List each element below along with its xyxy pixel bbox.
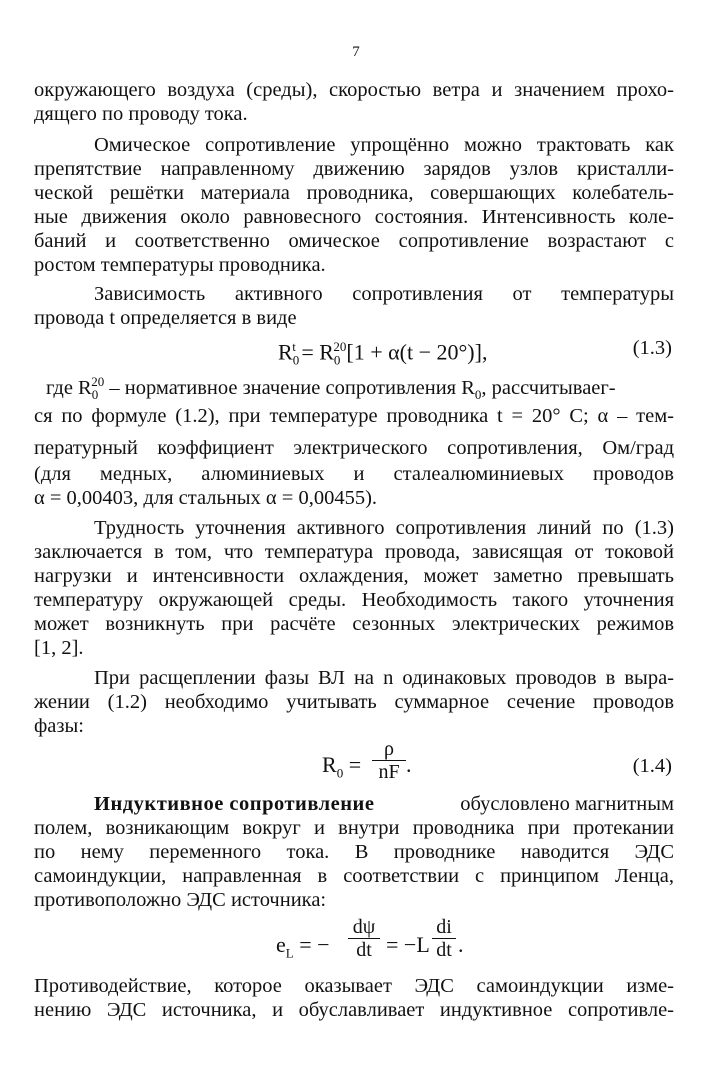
equation-dot: . [458,932,464,957]
equation-number: (1.4) [632,755,672,777]
text-line: α = 0,00403, для стальных α = 0,00455). [34,487,378,509]
text-line: по нему переменного тока. В проводнике наводится ЭДС [34,841,674,863]
text-line: нению ЭДС источника, и обуславливает индуктивное сопротивле- [34,999,674,1021]
equation-part: = −L [386,932,430,957]
text-line: Индуктивное сопротивление обусловлено магнитным [94,793,674,815]
text-line: препятствие направленному движению зарядов узлов кристалли- [34,158,674,180]
text-line: При расщеплении фазы ВЛ на n одинаковых проводов в выра- [94,667,674,689]
equation-1-4: $R_0$ = [322,752,362,781]
text-line: пературный коэффициент электрического сопротивления, Ом/град [34,437,674,459]
text-line: противоположно ЭДС источника: [34,889,327,911]
text-line: самоиндукции, направленная в соответствии с принципом Ленца, [34,865,674,887]
text-line: окружающего воздуха (среды), скоростью ветра и значением прохо- [34,79,674,101]
text-line: провода t определяется в виде [34,307,297,329]
text-line: заключается в том, что температура провода, зависящая от токовой [34,541,674,563]
fraction: $\frac{\rho}{nF}$ [372,738,406,783]
text-line: нагрузки и интенсивности охлаждения, может заметно превышать [34,565,674,587]
text-line: где $R_0^{20}$ – нормативное значение сопротивления $R_0$, рассчитываег- [46,374,616,402]
equation-1-3: $R_0^t = R_0^{20}[1 + \alpha(t - 20^\circ)]$, [278,339,488,368]
text-line: Зависимость активного сопротивления от температуры [94,283,674,305]
text-line: баний и соответственно омическое сопротивление возрастают с [34,230,674,252]
equation-dot: . [406,752,412,777]
text-line: ческой решётки материала проводника, совершающих колебатель- [34,182,674,204]
bold-term: Индуктивное сопротивление [94,793,375,815]
text-line: фазы: [34,715,84,737]
equation-number: (1.3) [632,337,672,359]
text-line: ростом температуры проводника. [34,254,326,276]
text-line: дящего по проводу тока. [34,103,248,125]
text-line: Омическое сопротивление упрощённо можно трактовать как [94,134,674,156]
text-line: (для медных, алюминиевых и сталеалюминиевых проводов [34,463,674,485]
page-number: 7 [352,44,360,60]
text-line: Противодействие, которое оказывает ЭДС самоиндукции изме- [34,975,674,997]
text-line: может возникнуть при расчёте сезонных электрических режимов [34,613,674,635]
text-line: жении (1.2) необходимо учитывать суммарное сечение проводов [34,691,674,713]
text-line: [1, 2]. [34,637,84,659]
fraction: $\frac{d\psi}{dt}$ [348,916,380,961]
text-line: Трудность уточнения активного сопротивления линий по (1.3) [94,517,674,539]
text-line: температуру окружающей среды. Необходимость такого уточнения [34,589,674,611]
fraction: $\frac{di}{dt}$ [432,916,456,961]
text-line: ные движения около равновесного состояния. Интенсивность коле- [34,206,674,228]
text-line: полем, возникающим вокруг и внутри проводника при протекании [34,817,674,839]
text-line: ся по формуле (1.2), при температуре проводника t = 20° C; α – тем- [34,405,674,427]
equation-emf: $e_L$ = − [276,932,330,961]
